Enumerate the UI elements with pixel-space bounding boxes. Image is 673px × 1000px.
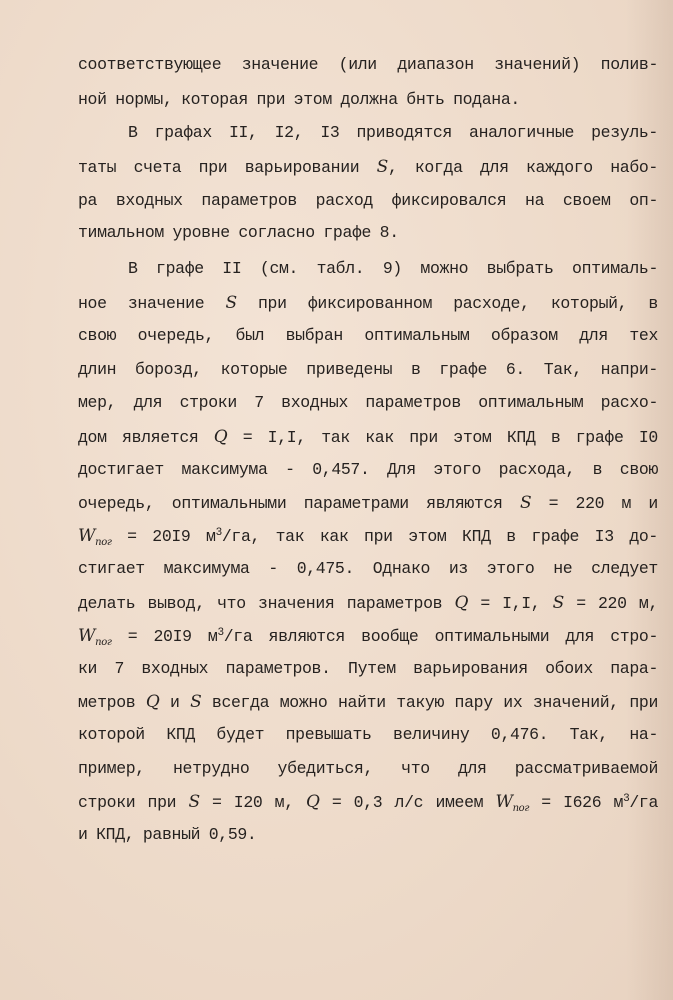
symbol-s: S: [552, 593, 564, 613]
text-line-20: метров Q и S всегда можно найти такую пару их значений, при: [78, 692, 659, 712]
symbol-q: Q: [454, 593, 469, 613]
text-line-17: делать вывод, что значения параметров Q = I,I, S = 220 м,: [78, 593, 659, 613]
text-line-14: очередь, оптимальными параметрами являются S = 220 м и: [78, 493, 658, 513]
text-line-11: мер, для строки 7 входных параметров оптимальным расхо-: [78, 393, 658, 412]
symbol-s: S: [190, 692, 202, 712]
text-line-23: строки при S = I20 м, Q = 0,3 л/с имеем $W_{пог} = I626$ $м^3/га$: [78, 792, 658, 814]
symbol-w-subscript: пог: [512, 803, 530, 814]
symbol-w: W: [78, 526, 96, 546]
symbol-q: Q: [145, 692, 160, 712]
text-line-21: которой КПД будет превышать величину 0,476. Так, на-: [78, 725, 658, 744]
text-line-2: ной нормы, которая при этом должна бнть подана.: [78, 90, 520, 109]
text-line-19: ки 7 входных параметров. Путем варьирования обоих пара-: [78, 659, 658, 678]
text-line-7: В графе II (см. табл. 9) можно выбрать оптималь-: [128, 259, 658, 278]
symbol-s: S: [188, 792, 200, 812]
text-line-4: таты счета при варьировании S, когда для каждого набо-: [78, 157, 658, 177]
symbol-s: S: [225, 293, 237, 313]
text-line-12: дом является Q = I,I, так как при этом КПД в графе I0: [78, 427, 658, 447]
symbol-s: S: [376, 157, 388, 177]
text-line-1: соответствующее значение (или диапазон значений) полив-: [78, 55, 658, 74]
symbol-w-subscript: пог: [95, 537, 112, 548]
text-line-5: ра входных параметров расход фиксировался на своем оп-: [78, 191, 658, 210]
text-line-24: и КПД, равный 0,59.: [78, 825, 257, 844]
symbol-w: W: [78, 626, 96, 646]
symbol-w-subscript: пог: [95, 637, 112, 648]
text-line-6: тимальном уровне согласно графе 8.: [78, 223, 399, 242]
text-line-8: ное значение S при фиксированном расходе, который, в: [78, 293, 658, 313]
text-line-10: длин борозд, которые приведены в графе 6. Так, напри-: [78, 360, 658, 379]
text-line-18: $W_{пог} = 20I9$ $м^3/га$ являются вообще оптимальными для стро-: [78, 626, 659, 648]
symbol-q: Q: [213, 427, 228, 447]
symbol-w: W: [495, 792, 513, 812]
text-line-22: пример, нетрудно убедиться, что для рассматриваемой: [78, 759, 658, 778]
symbol-s: S: [519, 493, 532, 513]
text-line-16: стигает максимума - 0,475. Однако из этого не следует: [78, 559, 658, 578]
text-line-15: $W_{пог} = 20I9$ $м^3/га$, так как при этом КПД в графе I3 до-: [78, 526, 658, 548]
symbol-q: Q: [306, 792, 320, 812]
text-line-9: свою очередь, был выбран оптимальным образом для тех: [78, 326, 658, 345]
text-line-3: В графах II, I2, I3 приводятся аналогичные резуль-: [128, 123, 658, 142]
text-line-13: достигает максимума - 0,457. Для этого расхода, в свою: [78, 460, 658, 479]
